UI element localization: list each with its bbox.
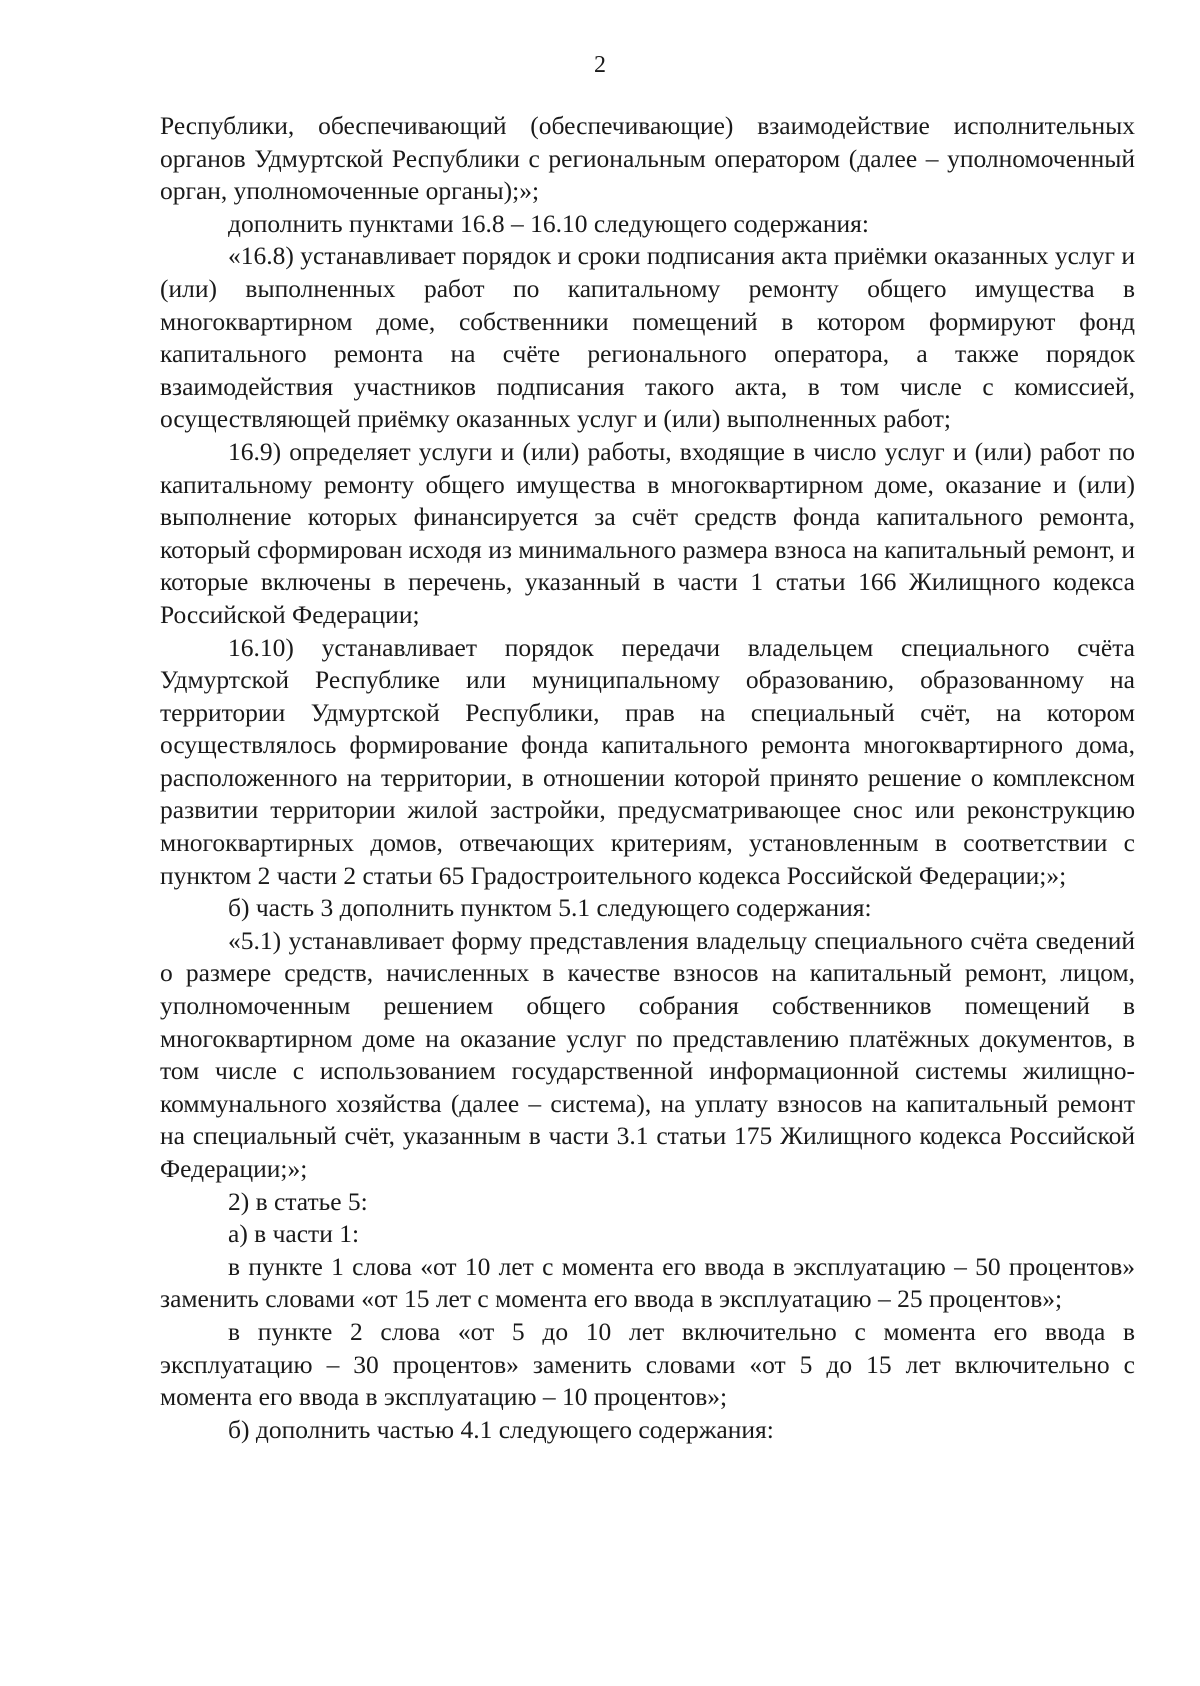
document-body: [160, 110, 1135, 1446]
paragraph-12: б) дополнить частью 4.1 следующего содержания:: [228, 1414, 774, 1444]
paragraph-9: а) в части 1:: [228, 1219, 360, 1249]
paragraph-6: б) часть 3 дополнить пунктом 5.1 следующего содержания:: [228, 893, 872, 923]
paragraph-7: «5.1) устанавливает форму представления владельцу специального счёта сведений о размере средств, начисленных в качестве взносов на капитальный ремонт, лицом, уполномоченным решением общего собрания собственников помещений в многоквартирном доме на оказание услуг по представлению платёжных документов, в том числе с использованием государственной информационной системы жилищно-коммунального хозяйства (далее – система), на уплату взносов на капитальный ремонт на специальный счёт, указанным в части 3.1 статьи 175 Жилищного кодекса Российской Федерации;»;: [160, 925, 1135, 1183]
paragraph-4: 16.9) определяет услуги и (или) работы, входящие в число услуг и (или) работ по капитальному ремонту общего имущества в многоквартирном доме, оказание и (или) выполнение которых финансируется за счёт средств фонда капитального ремонта, который сформирован исходя из минимального размера взноса на капитальный ремонт, и которые включены в перечень, указанный в части 1 статьи 166 Жилищного кодекса Российской Федерации;: [160, 436, 1135, 629]
paragraph-3: «16.8) устанавливает порядок и сроки подписания акта приёмки оказанных услуг и (или) выполненных работ по капитальному ремонту общего имущества в многоквартирном доме, собственники помещений в котором формируют фонд капитального ремонта на счёте регионального оператора, а также порядок взаимодействия участников подписания такого акта, в том числе с комиссией, осуществляющей приёмку оказанных услуг и (или) выполненных работ;: [160, 241, 1135, 434]
page-number: 2: [594, 52, 606, 78]
paragraph-10: в пункте 1 слова «от 10 лет с момента его ввода в эксплуатацию – 50 процентов» заменить словами «от 15 лет с момента его ввода в эксплуатацию – 25 процентов»;: [160, 1251, 1135, 1314]
paragraph-11: в пункте 2 слова «от 5 до 10 лет включительно с момента его ввода в эксплуатацию – 30 процентов» заменить словами «от 5 до 15 лет включительно с момента его ввода в эксплуатацию – 10 процентов»;: [160, 1316, 1135, 1412]
paragraph-2: дополнить пунктами 16.8 – 16.10 следующего содержания:: [228, 208, 869, 238]
paragraph-5: 16.10) устанавливает порядок передачи владельцем специального счёта Удмуртской Республике или муниципальному образованию, образованному на территории Удмуртской Республики, прав на специальный счёт, на котором осуществлялось формирование фонда капитального ремонта многоквартирного дома, расположенного на территории, в отношении которой принято решение о комплексном развитии территории жилой застройки, предусматривающее снос или реконструкцию многоквартирных домов, отвечающих критериям, установленным в соответствии с пунктом 2 части 2 статьи 65 Градостроительного кодекса Российской Федерации;»;: [160, 632, 1135, 890]
paragraph-8: 2) в статье 5:: [228, 1186, 368, 1216]
paragraph-1: Республики, обеспечивающий (обеспечивающие) взаимодействие исполнительных органов Удмуртской Республики с региональным оператором (далее – уполномоченный орган, уполномоченные органы);»;: [160, 111, 1135, 206]
